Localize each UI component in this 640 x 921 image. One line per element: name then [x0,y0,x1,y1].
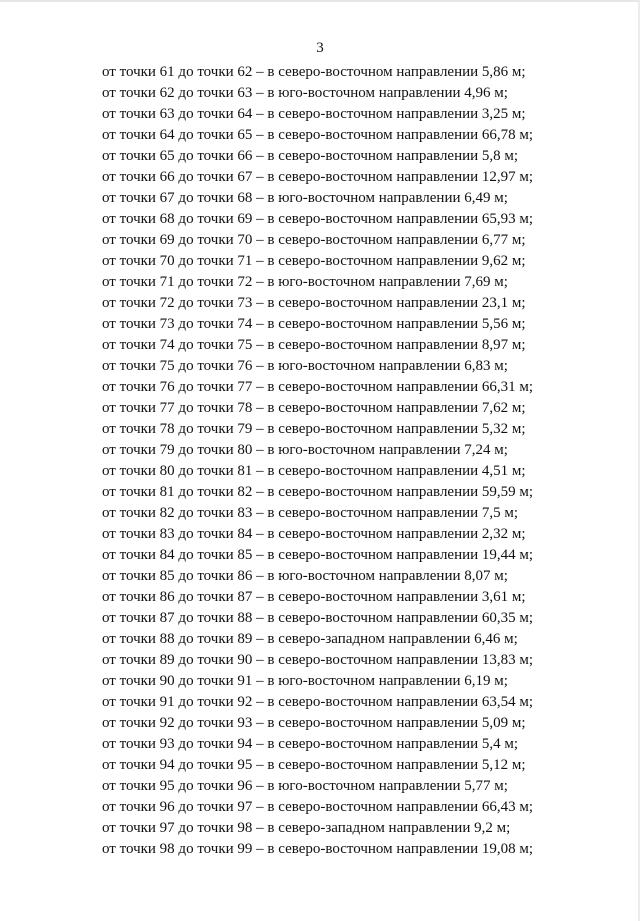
boundary-line: от точки 87 до точки 88 – в северо-восточном направлении 60,35 м; [102,610,534,626]
boundary-line: от точки 90 до точки 91 – в юго-восточном направлении 6,19 м; [102,673,508,689]
boundary-line: от точки 70 до точки 71 – в северо-восточном направлении 9,62 м; [102,253,526,269]
boundary-line: от точки 80 до точки 81 – в северо-восточном направлении 4,51 м; [102,463,526,479]
scan-edge-top [0,0,640,2]
boundary-line: от точки 75 до точки 76 – в юго-восточном направлении 6,83 м; [102,358,508,374]
boundary-line: от точки 73 до точки 74 – в северо-восточном направлении 5,56 м; [102,316,526,332]
boundary-line: от точки 62 до точки 63 – в юго-восточном направлении 4,96 м; [102,85,508,101]
boundary-line: от точки 77 до точки 78 – в северо-восточном направлении 7,62 м; [102,400,526,416]
boundary-line: от точки 69 до точки 70 – в северо-восточном направлении 6,77 м; [102,232,526,248]
boundary-line: от точки 92 до точки 93 – в северо-восточном направлении 5,09 м; [102,715,526,731]
boundary-line: от точки 66 до точки 67 – в северо-восточном направлении 12,97 м; [102,169,534,185]
boundary-line: от точки 72 до точки 73 – в северо-восточном направлении 23,1 м; [102,295,526,311]
boundary-line: от точки 65 до точки 66 – в северо-восточном направлении 5,8 м; [102,148,519,164]
boundary-line: от точки 67 до точки 68 – в юго-восточном направлении 6,49 м; [102,190,508,206]
boundary-line: от точки 86 до точки 87 – в северо-восточном направлении 3,61 м; [102,589,526,605]
boundary-line: от точки 84 до точки 85 – в северо-восточном направлении 19,44 м; [102,547,534,563]
boundary-line: от точки 93 до точки 94 – в северо-восточном направлении 5,4 м; [102,736,519,752]
boundary-line: от точки 98 до точки 99 – в северо-восточном направлении 19,08 м; [102,841,534,857]
boundary-line: от точки 64 до точки 65 – в северо-восточном направлении 66,78 м; [102,127,534,143]
boundary-description-list [102,62,622,860]
boundary-line: от точки 82 до точки 83 – в северо-восточном направлении 7,5 м; [102,505,519,521]
boundary-line: от точки 63 до точки 64 – в северо-восточном направлении 3,25 м; [102,106,526,122]
boundary-line: от точки 79 до точки 80 – в юго-восточном направлении 7,24 м; [102,442,508,458]
boundary-line: от точки 81 до точки 82 – в северо-восточном направлении 59,59 м; [102,484,534,500]
boundary-line: от точки 89 до точки 90 – в северо-восточном направлении 13,83 м; [102,652,534,668]
boundary-line: от точки 74 до точки 75 – в северо-восточном направлении 8,97 м; [102,337,526,353]
boundary-line: от точки 85 до точки 86 – в юго-восточном направлении 8,07 м; [102,568,508,584]
boundary-line: от точки 97 до точки 98 – в северо-западном направлении 9,2 м; [102,820,511,836]
boundary-line: от точки 78 до точки 79 – в северо-восточном направлении 5,32 м; [102,421,526,437]
boundary-line: от точки 61 до точки 62 – в северо-восточном направлении 5,86 м; [102,64,526,80]
boundary-line: от точки 68 до точки 69 – в северо-восточном направлении 65,93 м; [102,211,534,227]
boundary-line: от точки 76 до точки 77 – в северо-восточном направлении 66,31 м; [102,379,534,395]
boundary-line: от точки 71 до точки 72 – в юго-восточном направлении 7,69 м; [102,274,508,290]
boundary-line: от точки 91 до точки 92 – в северо-восточном направлении 63,54 м; [102,694,534,710]
page-number: 3 [316,40,324,56]
boundary-line: от точки 83 до точки 84 – в северо-восточном направлении 2,32 м; [102,526,526,542]
boundary-line: от точки 96 до точки 97 – в северо-восточном направлении 66,43 м; [102,799,534,815]
boundary-line: от точки 95 до точки 96 – в юго-восточном направлении 5,77 м; [102,778,508,794]
boundary-line: от точки 88 до точки 89 – в северо-западном направлении 6,46 м; [102,631,518,647]
boundary-line: от точки 94 до точки 95 – в северо-восточном направлении 5,12 м; [102,757,526,773]
